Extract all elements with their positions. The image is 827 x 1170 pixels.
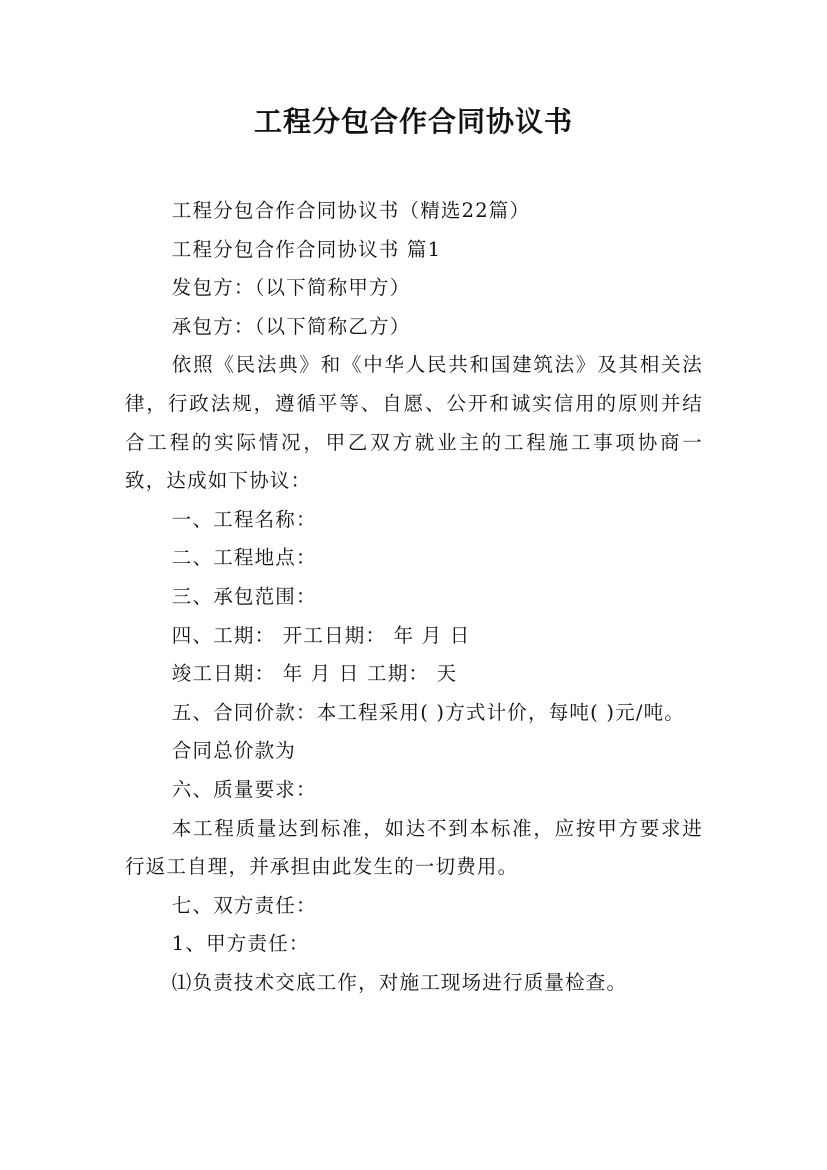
paragraph-party-b: 承包方：（以下简称乙方）	[171, 314, 411, 338]
paragraph-project-location: 二、工程地点：	[171, 546, 317, 570]
paragraph-party-a-responsibility: 1、甲方责任：	[171, 932, 310, 956]
paragraph-preamble: 依照《民法典》和《中华人民共和国建筑法》及其相关法律，行政法规，遵循平等、自愿、公开和诚实信用的原则并结合工程的实际情况，甲乙双方就业主的工程施工事项协商一致，达成如下协议：	[125, 353, 703, 493]
paragraph-party-a: 发包方：（以下简称甲方）	[171, 276, 411, 300]
paragraph-project-name: 一、工程名称：	[171, 507, 317, 531]
paragraph-responsibilities-heading: 七、双方责任：	[171, 893, 317, 917]
paragraph-contract-scope: 三、承包范围：	[171, 584, 317, 608]
document-title: 工程分包合作合同协议书	[253, 105, 573, 138]
paragraph-section-heading: 工程分包合作合同协议书 篇1	[171, 237, 442, 261]
paragraph-subtitle: 工程分包合作合同协议书（精选22篇）	[171, 199, 531, 222]
document-body	[125, 192, 703, 1002]
paragraph-quality-heading: 六、质量要求：	[171, 777, 317, 801]
paragraph-start-date: 四、工期： 开工日期： 年 月 日	[171, 623, 471, 647]
paragraph-contract-price: 五、合同价款：本工程采用( )方式计价，每吨( )元/吨。	[171, 700, 685, 724]
paragraph-quality-requirement: 本工程质量达到标准，如达不到本标准，应按甲方要求进行返工自理，并承担由此发生的一切费用。	[125, 816, 703, 879]
paragraph-technical-briefing: ⑴负责技术交底工作，对施工现场进行质量检查。	[171, 970, 628, 994]
paragraph-total-price: 合同总价款为	[171, 739, 296, 763]
paragraph-completion-date: 竣工日期： 年 月 日 工期： 天	[171, 662, 458, 686]
